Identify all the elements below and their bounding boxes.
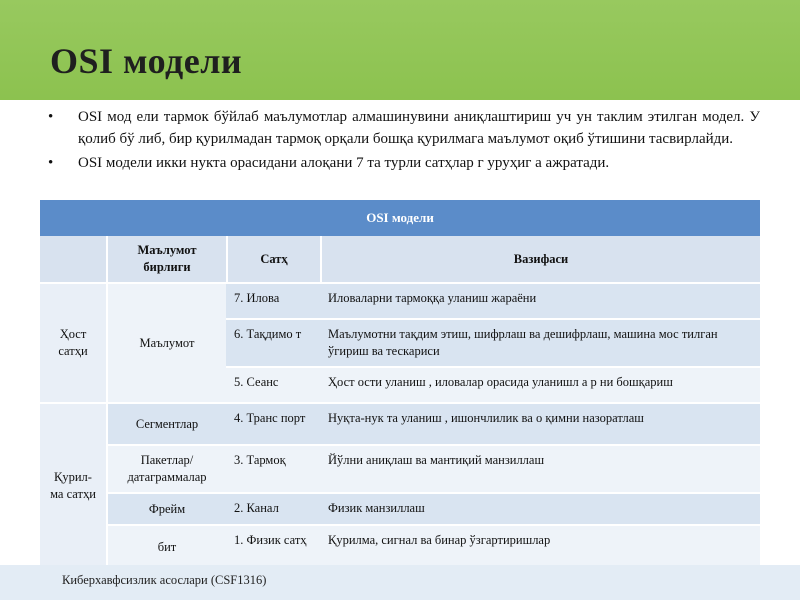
- table-cell-function: Нуқта-нук та уланиш , ишончлилик ва о қимни назоратлаш: [320, 404, 760, 446]
- group-host: Ҳост сатҳи: [40, 284, 106, 404]
- table-cell-layer: 3. Тармоқ: [226, 446, 320, 494]
- table-cell-layer: 4. Транс порт: [226, 404, 320, 446]
- bullet-symbol: •: [48, 155, 54, 171]
- table-caption: OSI модели: [40, 200, 760, 236]
- group-device: Қурил-ма сатҳи: [40, 404, 106, 570]
- table-cell-function: Иловаларни тармоққа уланиш жараёни: [320, 284, 760, 320]
- table-cell-layer: 5. Сеанс: [226, 368, 320, 404]
- title-bar: [0, 0, 800, 100]
- bullet-text: OSI модели икки нукта орасидани алоқани 7 та турли сатҳлар г уруҳиг а ажратади.: [78, 155, 610, 171]
- slide-title: OSI модели: [50, 41, 243, 81]
- header-function: Вазифаси: [320, 236, 760, 284]
- unit-frame: Фрейм: [106, 494, 226, 526]
- header-group: [40, 236, 106, 284]
- unit-packets: Пакетлар/ датаграммалар: [106, 446, 226, 494]
- table-cell-function: Ҳост ости уланиш , иловалар орасида уланишл а р ни бошқариш: [320, 368, 760, 404]
- footer-text: Киберхавфсизлик асослари (CSF1316): [62, 573, 267, 587]
- table-cell-function: Физик манзиллаш: [320, 494, 760, 526]
- table-cell-layer: 7. Илова: [226, 284, 320, 320]
- unit-segments: Сегментлар: [106, 404, 226, 446]
- header-unit: Маълумот бирлиги: [106, 236, 226, 284]
- table-cell-layer: 2. Канал: [226, 494, 320, 526]
- table-cell-layer: 1. Физик сатҳ: [226, 526, 320, 570]
- bullet-symbol: •: [48, 109, 54, 125]
- header-layer: Сатҳ: [226, 236, 320, 284]
- bullet-item: [40, 106, 760, 150]
- unit-bit: бит: [106, 526, 226, 570]
- bullet-text: OSI мод ели тармок бўйлаб маълумотлар алмашинувини аниқлаштириш уч ун таклим этилган модел. У қолиб бў либ, бир қурилмадан тармоқ орқали бошқа қурилмага маълумот оқиб ўтишини тасвирлайди.: [78, 109, 760, 147]
- footer-bar: [0, 565, 800, 600]
- table-cell-function: Қурилма, сигнал ва бинар ўзгартиришлар: [320, 526, 760, 570]
- table-cell-layer: 6. Тақдимо т: [226, 320, 320, 368]
- unit-data: Маълумот: [106, 284, 226, 404]
- osi-table: [40, 200, 760, 556]
- table-cell-function: Йўлни аниқлаш ва мантиқий манзиллаш: [320, 446, 760, 494]
- bullet-item: [40, 152, 760, 174]
- bullet-list: [40, 106, 760, 174]
- table-cell-function: Маълумотни тақдим этиш, шифрлаш ва дешифрлаш, машина мос тилган ўгириш ва тескариси: [320, 320, 760, 368]
